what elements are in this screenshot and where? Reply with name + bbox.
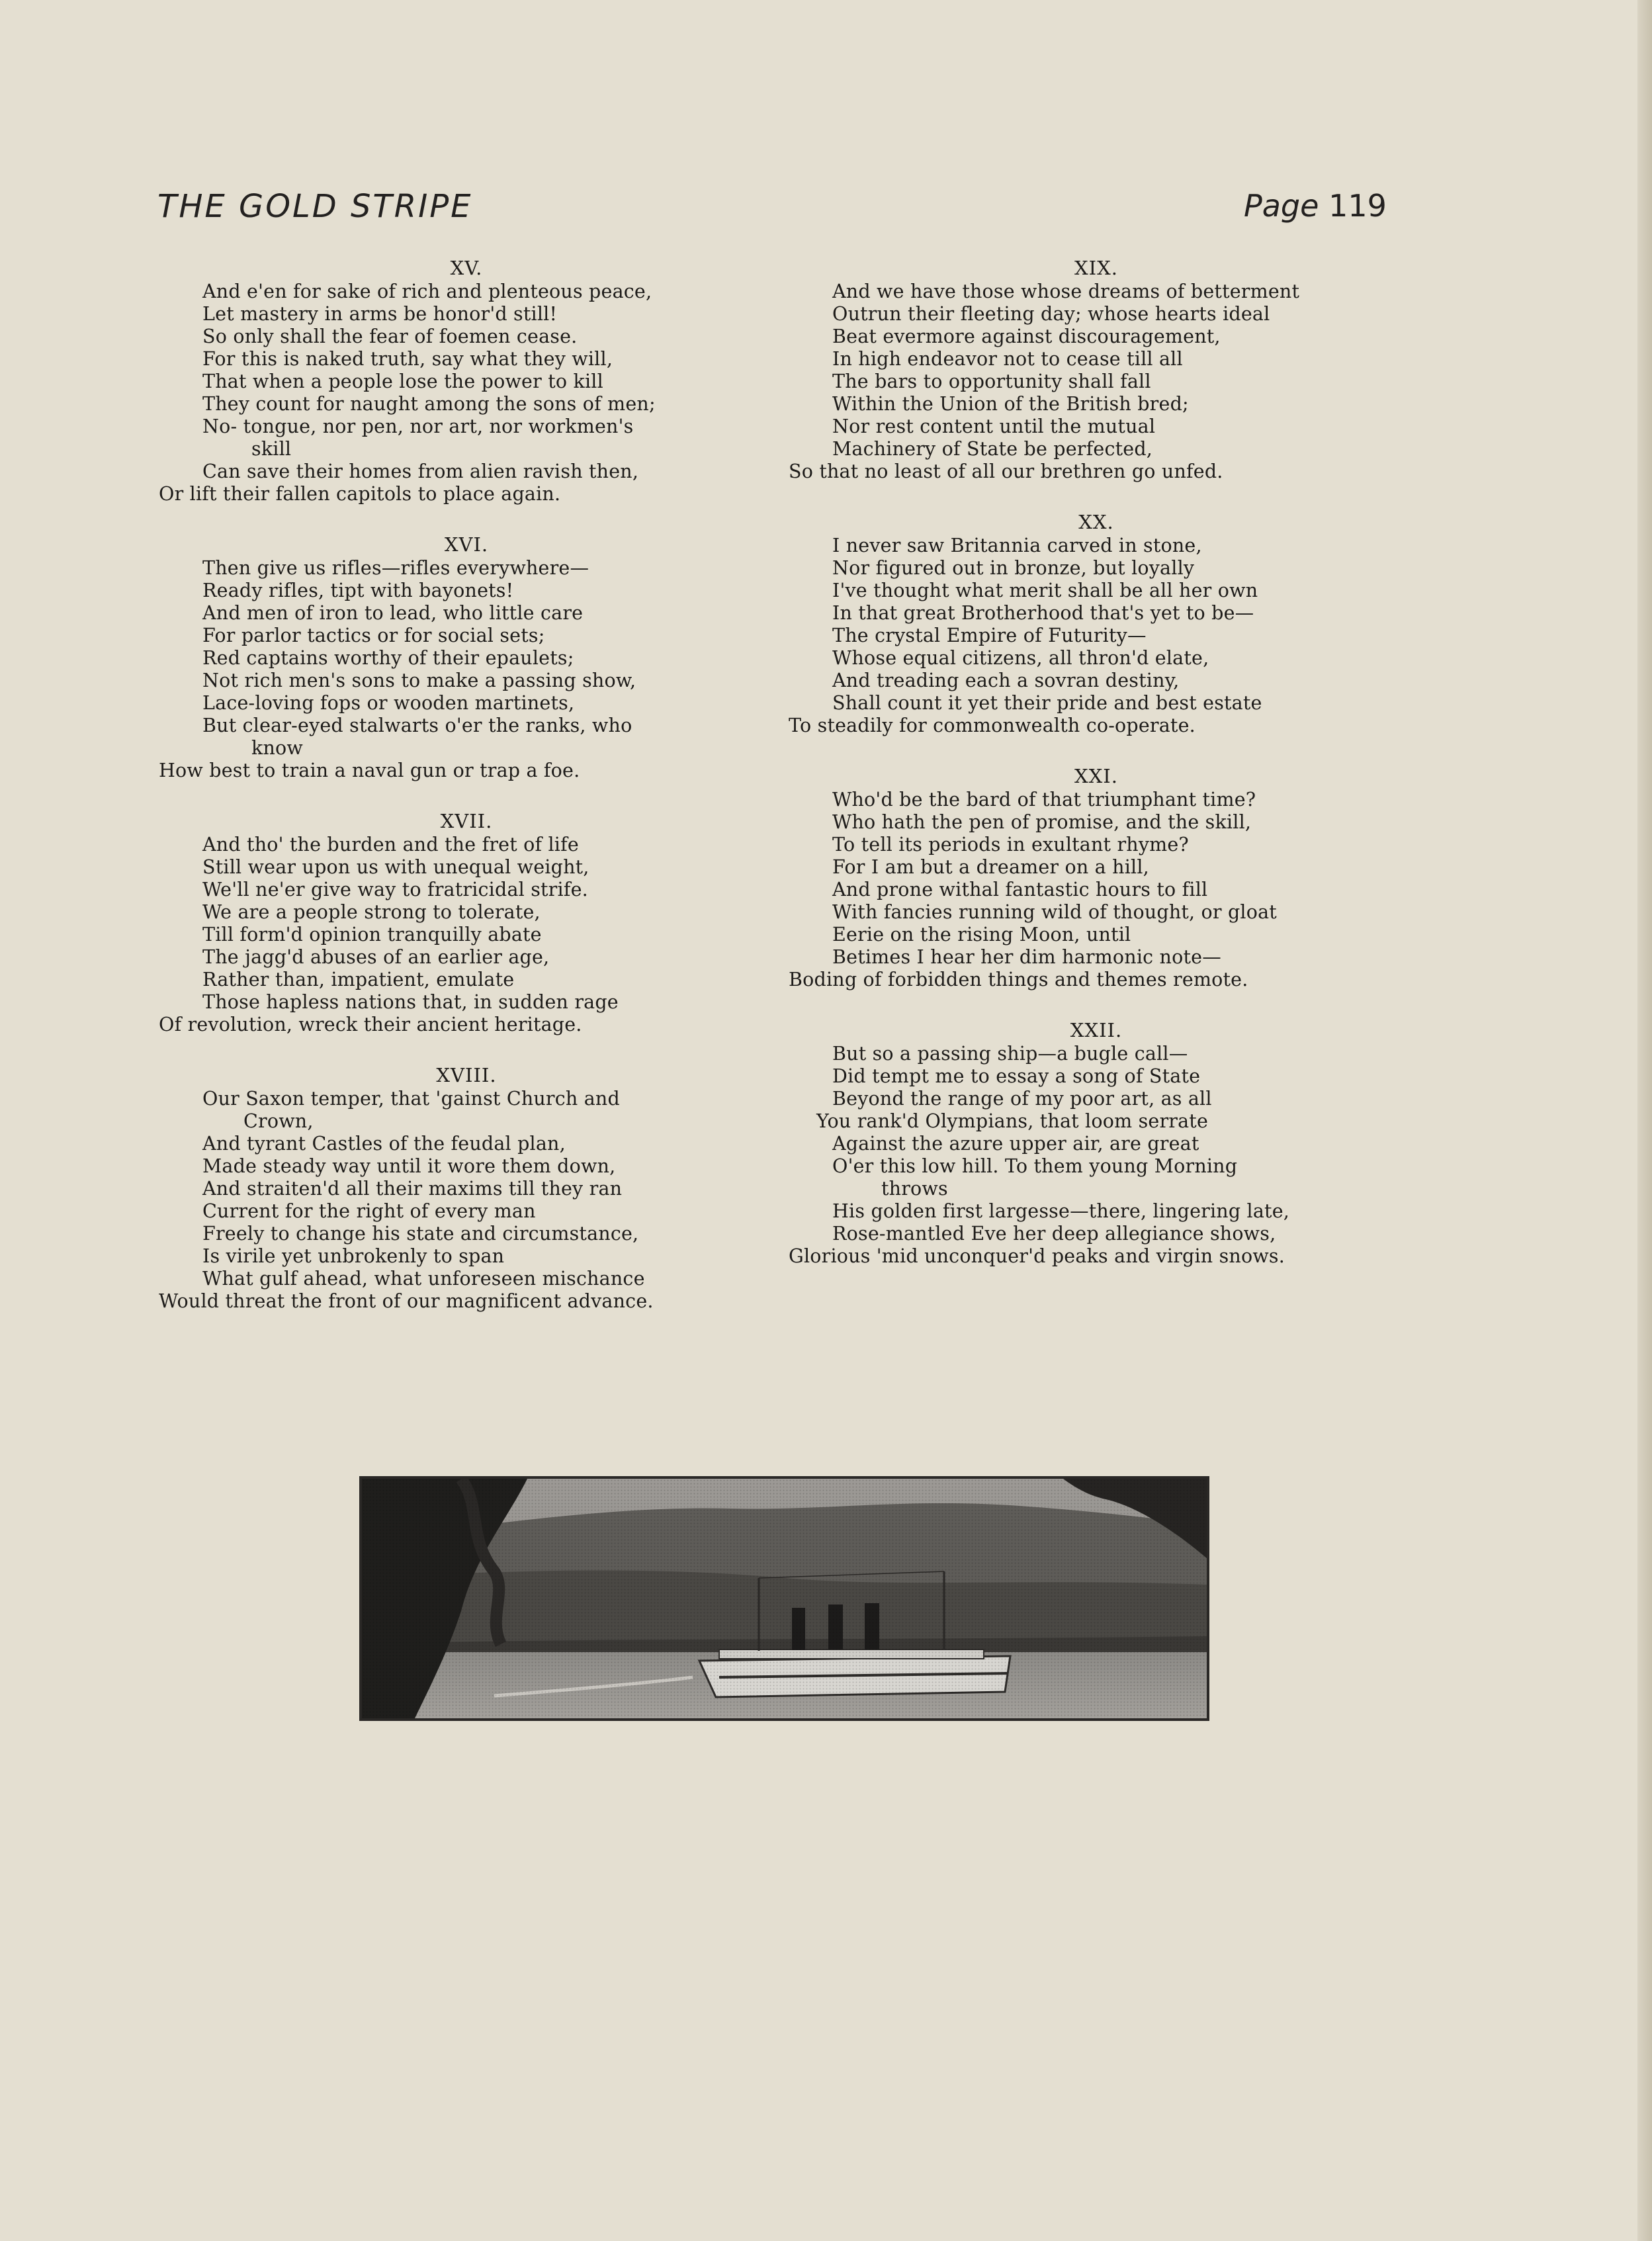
verse-line: Till form'd opinion tranquilly abate	[202, 924, 542, 945]
verse-line: Betimes I hear her dim harmonic note—	[832, 946, 1221, 968]
stanza-numeral: XX.	[1078, 511, 1114, 533]
verse-line: And prone withal fantastic hours to fill	[832, 879, 1208, 901]
verse-line: Not rich men's sons to make a passing show,	[202, 670, 636, 691]
verse-line: And tyrant Castles of the feudal plan,	[202, 1133, 566, 1155]
verse-line: Outrun their fleeting day; whose hearts ideal	[832, 303, 1270, 325]
verse-line: So only shall the fear of foemen cease.	[202, 326, 578, 347]
running-header-title: THE GOLD STRIPE	[157, 188, 473, 225]
stanza-xx	[789, 511, 1404, 737]
verse-line: We'll ne'er give way to fratricidal strife.	[202, 879, 588, 901]
running-header-page	[1244, 188, 1387, 224]
stanza-xxii	[789, 1019, 1404, 1268]
verse-line: That when a people lose the power to kill	[202, 371, 603, 392]
verse-line: So that no least of all our brethren go unfed.	[789, 461, 1223, 482]
verse-line: We are a people strong to tolerate,	[202, 901, 541, 923]
verse-line: Still wear upon us with unequal weight,	[202, 856, 589, 878]
steamship-photo-illustration	[362, 1479, 1207, 1718]
page-edge	[1637, 0, 1652, 2241]
verse-line: For this is naked truth, say what they will,	[202, 348, 613, 370]
verse-line: Rather than, impatient, emulate	[202, 969, 515, 990]
verse-line: You rank'd Olympians, that loom serrate	[816, 1110, 1209, 1132]
stanza-xvi	[159, 533, 774, 782]
stanza-xvii	[159, 810, 774, 1036]
verse-line: Freely to change his state and circumstance,	[202, 1223, 639, 1245]
verse-line: The jagg'd abuses of an earlier age,	[202, 946, 550, 968]
verse-line: Machinery of State be perfected,	[832, 438, 1153, 460]
verse-line: Let mastery in arms be honor'd still!	[202, 303, 558, 325]
verse-line: Our Saxon temper, that 'gainst Church and	[202, 1088, 620, 1110]
verse-line: And we have those whose dreams of betterment	[832, 281, 1300, 302]
stanza-numeral: XXI.	[1074, 765, 1118, 787]
verse-line: Red captains worthy of their epaulets;	[202, 647, 574, 669]
verse-line: But clear-eyed stalwarts o'er the ranks, who	[202, 715, 632, 736]
stanza-numeral: XVIII.	[436, 1064, 497, 1086]
verse-line: Can save their homes from alien ravish then,	[202, 461, 639, 482]
verse-line: And men of iron to lead, who little care	[202, 602, 584, 624]
verse-line: Beyond the range of my poor art, as all	[832, 1088, 1212, 1110]
verse-line: And straiten'd all their maxims till they ran	[202, 1178, 623, 1200]
verse-line: I've thought what merit shall be all her own	[832, 580, 1258, 601]
verse-line-continuation: know	[251, 737, 303, 759]
verse-line: I never saw Britannia carved in stone,	[832, 535, 1202, 556]
verse-line: Is virile yet unbrokenly to span	[202, 1245, 505, 1267]
verse-line: Who hath the pen of promise, and the skill,	[832, 811, 1252, 833]
verse-line: But so a passing ship—a bugle call—	[832, 1043, 1188, 1065]
verse-line: Who'd be the bard of that triumphant time?	[832, 789, 1256, 811]
verse-line: And treading each a sovran destiny,	[832, 670, 1180, 691]
page-label: Page	[1244, 188, 1319, 224]
stanza-xviii	[159, 1064, 774, 1313]
stanza-xix	[789, 257, 1404, 483]
verse-line: Nor rest content until the mutual	[832, 416, 1156, 437]
left-column	[159, 257, 774, 1340]
verse-line: Boding of forbidden things and themes remote.	[789, 969, 1248, 990]
stanza-numeral: XVII.	[440, 810, 493, 832]
verse-line: And tho' the burden and the fret of life	[202, 834, 579, 856]
verse-line: Lace-loving fops or wooden martinets,	[202, 692, 575, 714]
stanza-xxi	[789, 765, 1404, 991]
stanza-numeral: XVI.	[444, 533, 489, 556]
verse-line: No- tongue, nor pen, nor art, nor workmen's	[202, 416, 634, 437]
verse-line: Rose-mantled Eve her deep allegiance shows,	[832, 1223, 1276, 1245]
verse-line: His golden first largesse—there, lingering late,	[832, 1200, 1290, 1222]
verse-line: O'er this low hill. To them young Morning	[832, 1155, 1238, 1177]
stanza-numeral: XV.	[450, 257, 483, 279]
verse-line: They count for naught among the sons of men;	[202, 393, 656, 415]
verse-line: For parlor tactics or for social sets;	[202, 625, 545, 646]
verse-line: What gulf ahead, what unforeseen mischance	[202, 1268, 645, 1290]
verse-line: Made steady way until it wore them down,	[202, 1155, 616, 1177]
verse-line: The bars to opportunity shall fall	[832, 371, 1151, 392]
verse-line: Of revolution, wreck their ancient heritage.	[159, 1014, 582, 1035]
stanza-xv	[159, 257, 774, 505]
verse-line: Against the azure upper air, are great	[832, 1133, 1199, 1155]
verse-line-continuation: skill	[251, 438, 292, 460]
verse-line: Those hapless nations that, in sudden rage	[202, 991, 619, 1013]
verse-line-continuation: Crown,	[243, 1110, 314, 1132]
stanza-numeral: XIX.	[1074, 257, 1118, 279]
steamship-photograph	[359, 1476, 1209, 1721]
verse-line: In high endeavor not to cease till all	[832, 348, 1183, 370]
page-number: 119	[1328, 188, 1387, 224]
verse-line: To tell its periods in exultant rhyme?	[832, 834, 1189, 856]
verse-line-continuation: throws	[881, 1178, 948, 1200]
verse-line: Beat evermore against discouragement,	[832, 326, 1221, 347]
verse-line: Within the Union of the British bred;	[832, 393, 1189, 415]
verse-line: Would threat the front of our magnificent advance.	[159, 1290, 654, 1312]
verse-line: Current for the right of every man	[202, 1200, 536, 1222]
stanza-numeral: XXII.	[1070, 1019, 1123, 1041]
verse-line: Glorious 'mid unconquer'd peaks and virgin snows.	[789, 1245, 1285, 1267]
verse-line: With fancies running wild of thought, or gloat	[832, 901, 1277, 923]
verse-line: In that great Brotherhood that's yet to be—	[832, 602, 1254, 624]
verse-line: Whose equal citizens, all thron'd elate,	[832, 647, 1209, 669]
verse-line: Then give us rifles—rifles everywhere—	[202, 557, 589, 579]
verse-line: Eerie on the rising Moon, until	[832, 924, 1131, 945]
verse-line: To steadily for commonwealth co-operate.	[789, 715, 1196, 736]
verse-line: Ready rifles, tipt with bayonets!	[202, 580, 514, 601]
verse-line: How best to train a naval gun or trap a foe.	[159, 760, 580, 781]
right-column	[789, 257, 1404, 1296]
verse-line: Shall count it yet their pride and best estate	[832, 692, 1262, 714]
verse-line: Nor figured out in bronze, but loyally	[832, 557, 1195, 579]
verse-line: Did tempt me to essay a song of State	[832, 1065, 1201, 1087]
verse-line: For I am but a dreamer on a hill,	[832, 856, 1149, 878]
verse-line: The crystal Empire of Futurity—	[832, 625, 1147, 646]
verse-line: Or lift their fallen capitols to place again.	[159, 483, 561, 505]
verse-line: And e'en for sake of rich and plenteous peace,	[202, 281, 652, 302]
